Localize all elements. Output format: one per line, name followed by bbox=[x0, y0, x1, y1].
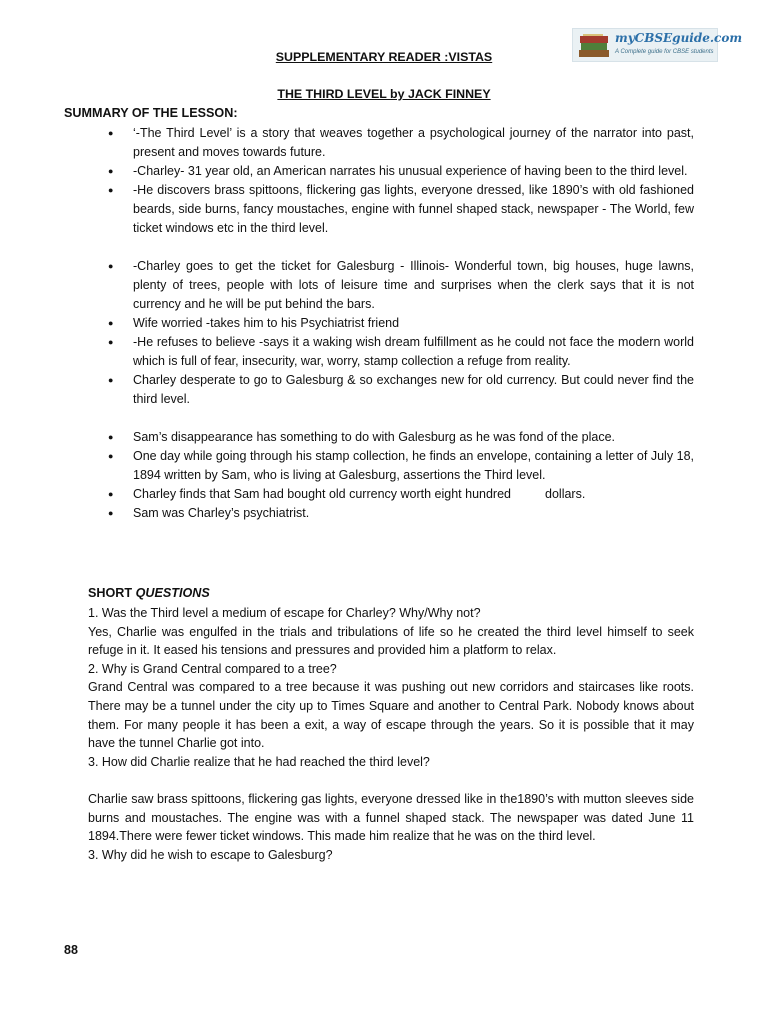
answer-2: Grand Central was compared to a tree because it was pushing out new corridors and staircases like roots. There may be a tunnel under the city up to Times Square and another to Central Park. Nobody knows about them. For many people it has been a exit, a way of escape through the years. So it is possible that it may have the tunnel Charlie got into. bbox=[88, 680, 694, 751]
answer-3: Charlie saw brass spittoons, flickering gas lights, everyone dressed like in the1890’s with mutton sleeves side burns and moustaches. The engine was with a funnel shaped stack. The newspaper was dated June 11 1894.There were fewer ticket windows. This made him realize that he was on the third level. bbox=[88, 791, 694, 844]
summary-item: ● One day while going through his stamp collection, he finds an envelope, containing a letter of July 18, 1894 written by Sam, who is living at Galesburg, assertions the Third level. bbox=[108, 447, 694, 485]
summary-list bbox=[108, 124, 694, 523]
questions-section bbox=[88, 604, 694, 864]
summary-item: ● Charley desperate to go to Galesburg & so exchanges new for old currency. But could never find the third level. bbox=[108, 371, 694, 409]
reader-title: SUPPLEMENTARY READER :VISTAS bbox=[275, 50, 493, 64]
summary-item: ● -Charley goes to get the ticket for Galesburg - Illinois- Wonderful town, big houses, huge lawns, plenty of trees, people with lots of leisure time and surprises when the clerk says that it is not currency and he will be put behind the bars. bbox=[108, 257, 694, 314]
question-3: 3. How did Charlie realize that he had reached the third level? bbox=[88, 754, 430, 769]
question-2: 2. Why is Grand Central compared to a tree? bbox=[88, 661, 337, 676]
lesson-title: THE THIRD LEVEL by JACK FINNEY bbox=[277, 87, 491, 101]
brand-tagline: A Complete guide for CBSE students bbox=[615, 49, 714, 55]
summary-item: ● Sam was Charley’s psychiatrist. bbox=[108, 504, 694, 523]
answer-1: Yes, Charlie was engulfed in the trials and tribulations of life so he created the third level himself to seek refuge in it. It eased his tensions and pressures and provided him a platform to relax. bbox=[88, 624, 694, 658]
summary-item: ● ‘-The Third Level’ is a story that weaves together a psychological journey of the narrator into past, present and moves towards future. bbox=[108, 124, 694, 162]
summary-item: ● Wife worried -takes him to his Psychiatrist friend bbox=[108, 314, 694, 333]
summary-item: ● -He refuses to believe -says it a waking wish dream fulfillment as he could not face the modern world which is full of fear, insecurity, war, worry, stamp collection a refuge from reality. bbox=[108, 333, 694, 371]
short-questions-heading: SHORT QUESTIONS bbox=[88, 586, 210, 600]
question-1: 1. Was the Third level a medium of escape for Charley? Why/Why not? bbox=[88, 606, 481, 620]
currency-text: Charley finds that Sam had bought old currency worth eight hundred bbox=[133, 487, 512, 501]
question-4: 3. Why did he wish to escape to Galesburg? bbox=[88, 847, 333, 862]
summary-item: ● -Charley- 31 year old, an American narrates his unusual experience of having been to the third level. bbox=[108, 162, 694, 181]
currency-unit: dollars. bbox=[545, 487, 586, 501]
page-number: 88 bbox=[64, 943, 78, 957]
summary-item: ● Sam’s disappearance has something to do with Galesburg as he was fond of the place. bbox=[108, 428, 694, 447]
summary-item: ● -He discovers brass spittoons, flickering gas lights, everyone dressed, like 1890’s with old fashioned beards, side burns, fancy moustaches, engine with funnel shaped stack, newspaper - The World, few ticket windows etc in the third level. bbox=[108, 181, 694, 238]
summary-item bbox=[108, 485, 694, 504]
brand-name: myCBSEguide.com bbox=[615, 31, 743, 45]
summary-heading: SUMMARY OF THE LESSON: bbox=[64, 106, 238, 120]
